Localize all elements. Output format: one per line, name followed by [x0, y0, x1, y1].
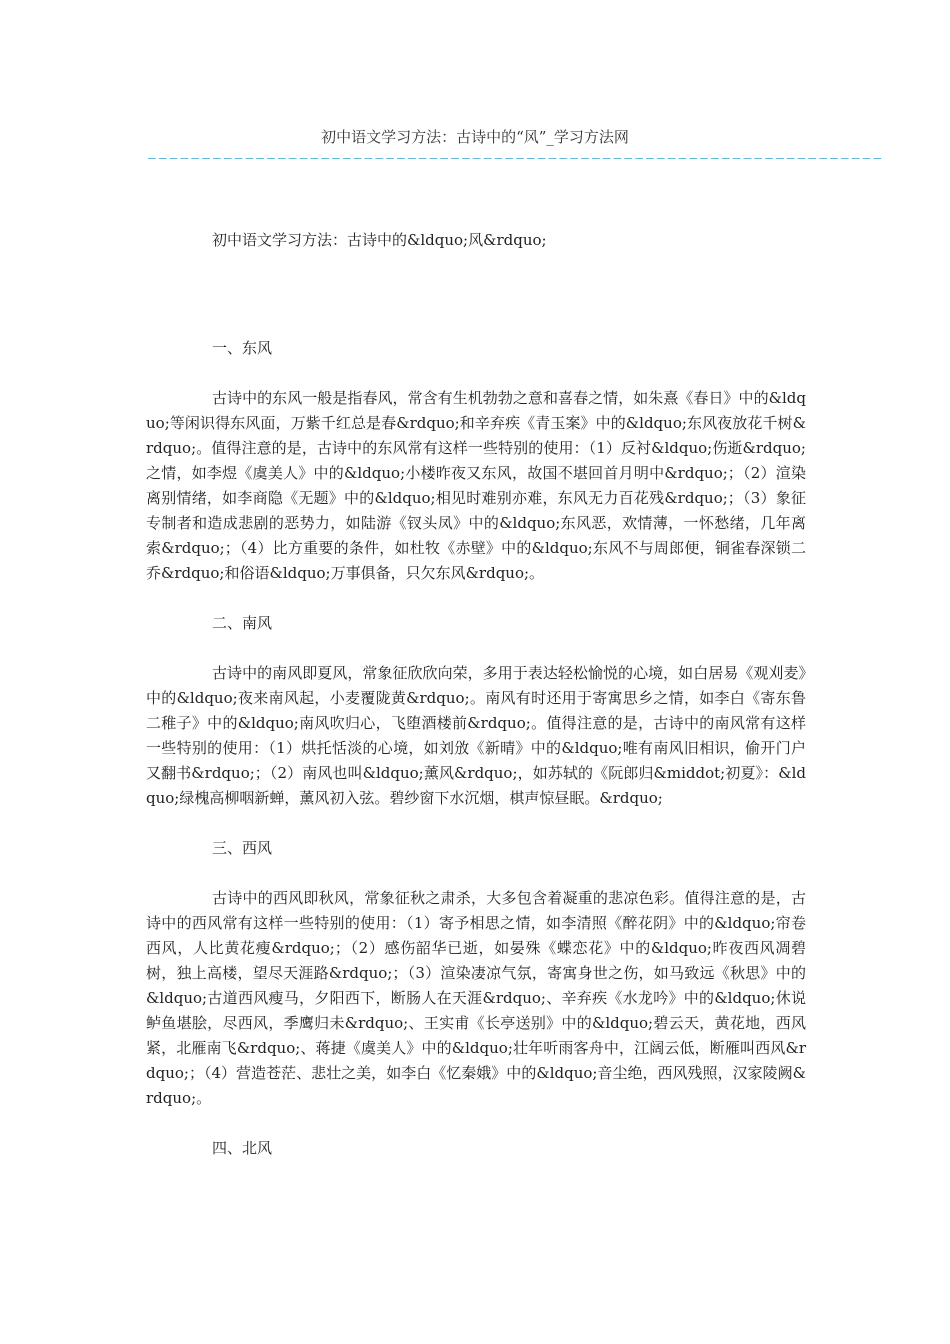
section-paragraph-south-wind: 古诗中的南风即夏风，常象征欣欣向荣，多用于表达轻松愉悦的心境，如白居易《观刈麦》中的&ldquo;夜来南风起，小麦覆陇黄&rdquo;。南风有时还用于寄寓思乡之情，如李白《寄东鲁二稚子》中的&ldquo;南风吹归心，飞堕酒楼前&rdquo;。值得注意的是，古诗中的南风常有这样一些特别的使用：（1）烘托恬淡的心境，如刘攽《新晴》中的&ldquo;唯有南风旧相识，偷开门户又翻书&rdquo;；（2）南风也叫&ldquo;薰风&rdquo;，如苏轼的《阮郎归&middot;初夏》：&ldquo;绿槐高柳咽新蝉，薰风初入弦。碧纱窗下水沉烟，棋声惊昼眠。&rdquo;	[146, 664, 806, 807]
page-title: 初中语文学习方法：古诗中的“风”_学习方法网	[321, 128, 629, 146]
section-heading-north-wind: 四、北风	[212, 1139, 273, 1157]
title-divider: ————————————————————————————————————————————————————————————————————	[148, 151, 885, 166]
section-heading-south-wind: 二、南风	[212, 614, 273, 632]
article-subtitle: 初中语文学习方法：古诗中的&ldquo;风&rdquo;	[212, 231, 547, 249]
section-heading-west-wind: 三、西风	[212, 839, 273, 857]
section-paragraph-east-wind: 古诗中的东风一般是指春风，常含有生机勃勃之意和喜春之情，如朱熹《春日》中的&ldquo;等闲识得东风面，万紫千红总是春&rdquo;和辛弃疾《青玉案》中的&ldquo;东风夜放花千树&rdquo;。值得注意的是，古诗中的东风常有这样一些特别的使用：（1）反衬&ldquo;伤逝&rdquo;之情，如李煜《虞美人》中的&ldquo;小楼昨夜又东风，故国不堪回首月明中&rdquo;；（2）渲染离别情绪，如李商隐《无题》中的&ldquo;相见时难别亦难，东风无力百花残&rdquo;；（3）象征专制者和造成悲剧的恶势力，如陆游《钗头凤》中的&ldquo;东风恶，欢情薄，一怀愁绪，几年离索&rdquo;；（4）比方重要的条件，如杜牧《赤壁》中的&ldquo;东风不与周郎便，铜雀春深锁二乔&rdquo;和俗语&ldquo;万事俱备，只欠东风&rdquo;。	[146, 389, 806, 582]
article-body	[146, 228, 806, 1186]
section-heading-east-wind: 一、东风	[212, 339, 273, 357]
section-paragraph-west-wind: 古诗中的西风即秋风，常象征秋之肃杀，大多包含着凝重的悲凉色彩。值得注意的是，古诗中的西风常有这样一些特别的使用：（1）寄予相思之情，如李清照《醉花阴》中的&ldquo;帘卷西风，人比黄花瘦&rdquo;；（2）感伤韶华已逝，如晏殊《蝶恋花》中的&ldquo;昨夜西风凋碧树，独上高楼，望尽天涯路&rdquo;；（3）渲染凄凉气氛，寄寓身世之伤，如马致远《秋思》中的&ldquo;古道西风瘦马，夕阳西下，断肠人在天涯&rdquo;、辛弃疾《水龙吟》中的&ldquo;休说鲈鱼堪脍，尽西风，季鹰归未&rdquo;、王实甫《长亭送别》中的&ldquo;碧云天，黄花地，西风紧，北雁南飞&rdquo;、蒋捷《虞美人》中的&ldquo;壮年听雨客舟中，江阔云低，断雁叫西风&rdquo;；（4）营造苍茫、悲壮之美，如李白《忆秦娥》中的&ldquo;音尘绝，西风残照，汉家陵阙&rdquo;。	[146, 889, 806, 1107]
